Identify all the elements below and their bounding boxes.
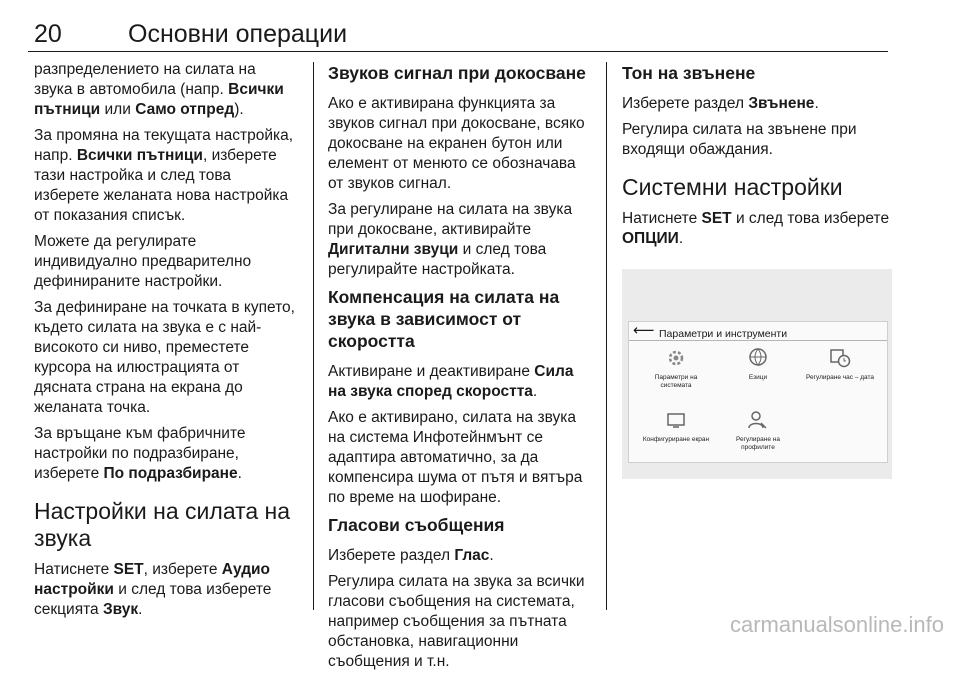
column-middle <box>328 60 592 678</box>
page-header <box>28 14 888 54</box>
subheading-touch-sound: Звуков сигнал при докосване <box>328 63 586 83</box>
paragraph: Можете да регулирате индивидуално предварително дефинираните настройки. <box>34 233 252 290</box>
paragraph: Активиране и деактивиране Сила на звука според скоростта. <box>328 363 574 400</box>
settings-window <box>628 321 888 463</box>
paragraph: Изберете раздел Звънене. <box>622 95 819 112</box>
settings-screen-illustration <box>622 269 892 479</box>
page-title: Основни операции <box>128 20 348 48</box>
column-right <box>622 60 890 479</box>
section-heading-system: Системни настройки <box>622 174 843 200</box>
subheading-ringtone: Тон на звънене <box>622 63 756 83</box>
subheading-speed-volume: Компенсация на силата на звука в зависимост от скоростта <box>328 287 560 351</box>
column-left <box>34 60 296 626</box>
column-divider-1 <box>313 62 314 610</box>
tile-screen-config[interactable]: Конфигуриране екран <box>641 408 711 444</box>
speech-globe-icon <box>746 346 770 370</box>
column-divider-2 <box>606 62 607 610</box>
paragraph: За регулиране на силата на звука при докосване, активирайте Дигитални звуци и след това регулирайте настройката. <box>328 201 573 278</box>
paragraph: Ако е активирана функцията за звуков сигнал при докосване, всяко докосване на екранен бутон или елемент от менюто се обозначава от звуков сигнал. <box>328 95 585 192</box>
watermark: carmanualsonline.info <box>729 612 944 637</box>
paragraph: Ако е активирано, силата на звука на система Инфотейнмънт се адаптира автоматично, за да компенсира шума от пътя и вятъра по време на шофиране. <box>328 409 583 506</box>
settings-title: Параметри и инструменти <box>659 328 788 340</box>
paragraph: За връщане към фабричните настройки по подразбиране, изберете По подразбиране. <box>34 425 246 482</box>
paragraph: Изберете раздел Глас. <box>328 547 494 564</box>
paragraph: За дефиниране на точката в купето, където силата на звука е с най-високото си ниво, преместете курсора на илюстрацията от дясната страна на екрана до желаната точка. <box>34 299 295 416</box>
person-search-icon <box>746 408 770 432</box>
gear-icon <box>664 346 688 370</box>
section-heading-volume: Настройки на силата на звука <box>34 498 291 551</box>
subheading-voice: Гласови съобщения <box>328 515 505 535</box>
tile-date-time[interactable]: Регулиране час – дата <box>805 346 875 382</box>
tile-profiles[interactable]: Регулиране на профилите <box>723 408 793 452</box>
back-arrow-icon[interactable]: ⟵ <box>633 322 655 339</box>
calendar-clock-icon <box>828 346 852 370</box>
settings-title-bar <box>629 322 887 341</box>
paragraph: Натиснете SET, изберете Аудио настройки и след това изберете секцията Звук. <box>34 561 272 618</box>
paragraph: разпределението на силата на звука в автомобила (напр. Всички пътници или Само отпред). <box>34 61 284 118</box>
paragraph: Регулира силата на звука за всички гласови съобщения на системата, например съобщения за пътната обстановка, навигационни съобщения и т.н. <box>328 573 585 670</box>
header-rule <box>28 51 888 52</box>
paragraph: Регулира силата на звънене при входящи обаждания. <box>622 121 857 158</box>
page-number: 20 <box>34 20 62 48</box>
tile-system-parameters[interactable]: Параметри на системата <box>641 346 711 390</box>
paragraph: Натиснете SET и след това изберете ОПЦИИ. <box>622 210 890 247</box>
tile-languages[interactable]: Езици <box>723 346 793 382</box>
paragraph: За промяна на текущата настройка, напр. Всички пътници, изберете тази настройка и след това изберете желаната нова настройка от показания списък. <box>34 127 294 224</box>
monitor-icon <box>664 408 688 432</box>
